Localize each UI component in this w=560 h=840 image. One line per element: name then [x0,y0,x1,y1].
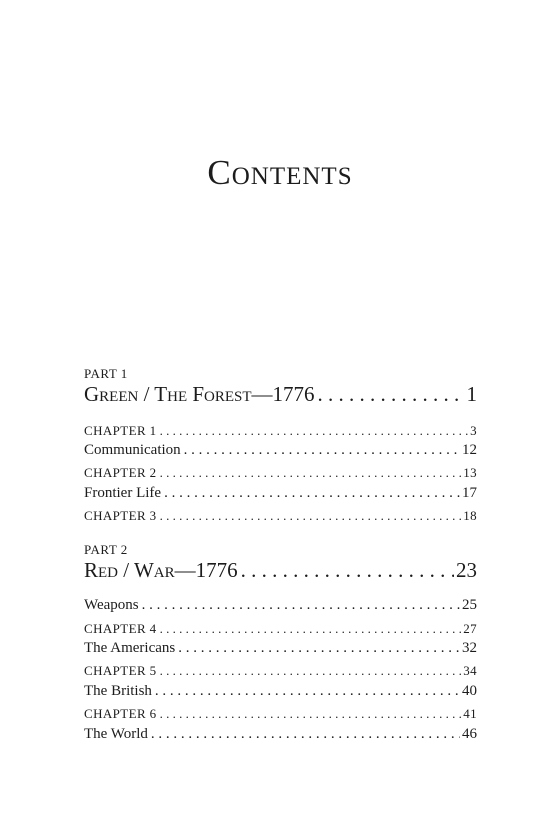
toc-page-number: 46 [462,726,477,742]
toc-page-number: 1 [466,382,477,406]
toc-chapter-entry[interactable] [84,466,477,479]
toc-entry-label: CHAPTER 1 [84,423,157,438]
toc-page-number: 32 [462,640,477,656]
toc-chapter-entry[interactable] [84,707,477,720]
toc-chapter-entry[interactable] [84,424,477,437]
toc-chapter-entry[interactable] [84,664,477,677]
toc-entry-label: Communication [84,442,181,458]
toc-section-entry[interactable] [84,641,477,656]
toc-page-number: 41 [463,706,477,721]
toc-section-entry[interactable] [84,443,477,458]
toc-chapter-entry[interactable] [84,509,477,522]
toc-page-number: 3 [470,423,477,438]
toc-page-number: 18 [463,508,477,523]
toc-part-title: Red / War—1776 [84,558,238,582]
dot-leader [160,424,469,437]
toc-section-entry[interactable] [84,598,477,613]
part-label: PART 2 [84,542,128,557]
toc-entry-label: The World [84,726,148,742]
toc-page-number: 34 [463,663,477,678]
toc-page-number: 23 [456,558,477,582]
toc-entry-label: CHAPTER 2 [84,465,157,480]
dot-leader [160,509,462,522]
toc-page-number: 13 [463,465,477,480]
page-title: Contents [207,153,353,192]
dot-leader [241,560,454,581]
dot-leader [160,466,462,479]
toc-section-entry[interactable] [84,727,477,742]
toc-entry-label: The British [84,683,152,699]
part-label: PART 1 [84,366,128,381]
toc-page-number: 17 [462,485,477,501]
toc-entry-label: Weapons [84,597,139,613]
dot-leader [160,622,462,635]
dot-leader [318,384,465,405]
toc-part-entry[interactable] [84,384,477,405]
dot-leader [142,598,460,613]
toc-section-entry[interactable] [84,486,477,501]
toc-chapter-entry[interactable] [84,622,477,635]
toc-entry-label: The Americans [84,640,176,656]
dot-leader [184,443,460,458]
toc-part-entry[interactable] [84,560,477,581]
toc-entry-label: Frontier Life [84,485,162,501]
dot-leader [164,486,460,501]
dot-leader [155,684,460,699]
toc-page-number: 25 [462,597,477,613]
toc-page-number: 27 [463,621,477,636]
dot-leader [178,641,460,656]
toc-page-number: 40 [462,683,477,699]
dot-leader [160,707,462,720]
toc-entry-label: CHAPTER 5 [84,663,157,678]
dot-leader [160,664,462,677]
toc-entry-label: CHAPTER 6 [84,706,157,721]
toc-entry-label: CHAPTER 4 [84,621,157,636]
toc-section-entry[interactable] [84,684,477,699]
toc-part-title: Green / The Forest—1776 [84,382,315,406]
dot-leader [151,727,460,742]
toc-entry-label: CHAPTER 3 [84,508,157,523]
toc-page-number: 12 [462,442,477,458]
